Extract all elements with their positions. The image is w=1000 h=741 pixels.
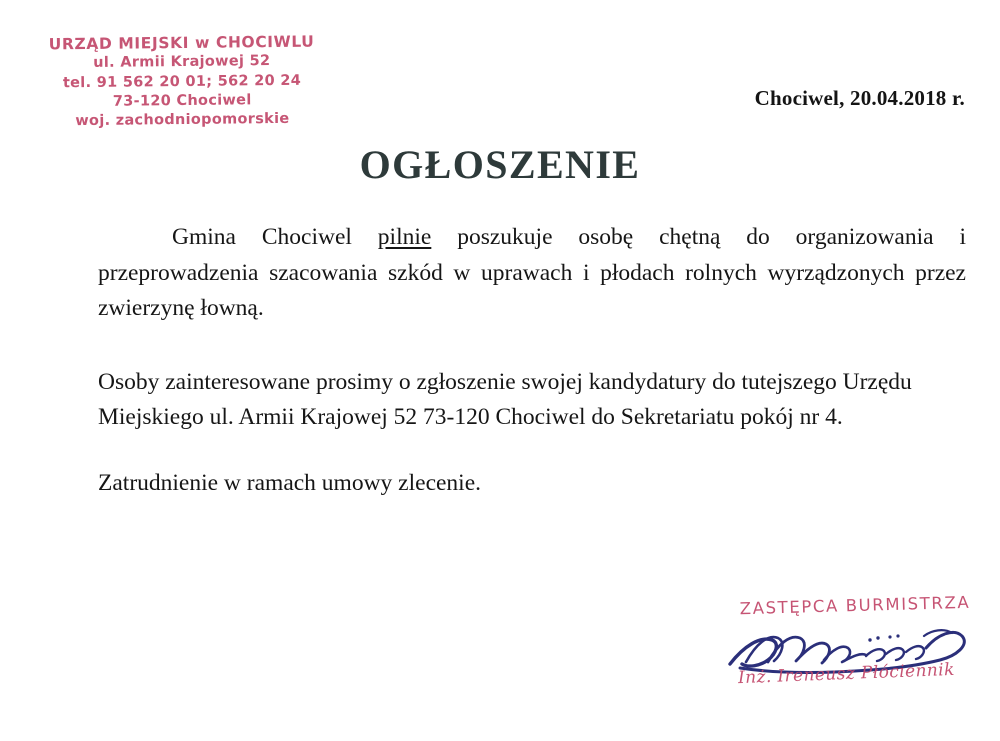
- page-title: OGŁOSZENIE: [359, 142, 641, 187]
- stamp-line-street: ul. Armii Krajowej 52: [93, 53, 271, 72]
- signature-person-name: Inż. Ireneusz Płóciennik: [737, 659, 956, 689]
- place-and-date: Chociwel, 20.04.2018 r.: [754, 86, 965, 110]
- signature-stamp: [724, 592, 986, 700]
- paragraph-2: Osoby zainteresowane prosimy o zgłoszenie swojej kandydatury do tutejszego Urzędu Miejskiego ul. Armii Krajowej 52 73-120 Chociwel do Sekretariatu pokój nr 4.: [98, 368, 912, 430]
- paragraph-1-emphasis: pilnie: [377, 224, 432, 250]
- paragraph-3: Zatrudnienie w ramach umowy zlecenie.: [98, 469, 482, 496]
- stamp-line-voivodeship: woj. zachodniopomorskie: [75, 110, 290, 129]
- signature-title: ZASTĘPCA BURMISTRZA: [739, 592, 971, 619]
- document-body: [98, 220, 966, 501]
- paragraph-1-text-before: Gmina Chociwel: [172, 224, 378, 250]
- stamp-line-office-name: URZĄD MIEJSKI w CHOCIWLU: [48, 32, 315, 54]
- office-header-stamp: [42, 32, 323, 132]
- paragraph-spacer-2: [98, 436, 966, 466]
- paragraph-1-text-after: poszukuje osobę chętną do organizowania i przeprowadzenia szacowania szkód w uprawach i płodach rolnych wyrządzonych przez zwierzynę łowną.: [98, 224, 966, 321]
- stamp-line-phone: tel. 91 562 20 01; 562 20 24: [62, 72, 302, 91]
- stamp-line-postal-city: 73-120 Chociwel: [112, 91, 252, 110]
- paragraph-spacer-1: [98, 327, 966, 365]
- paragraph-1: [98, 220, 966, 327]
